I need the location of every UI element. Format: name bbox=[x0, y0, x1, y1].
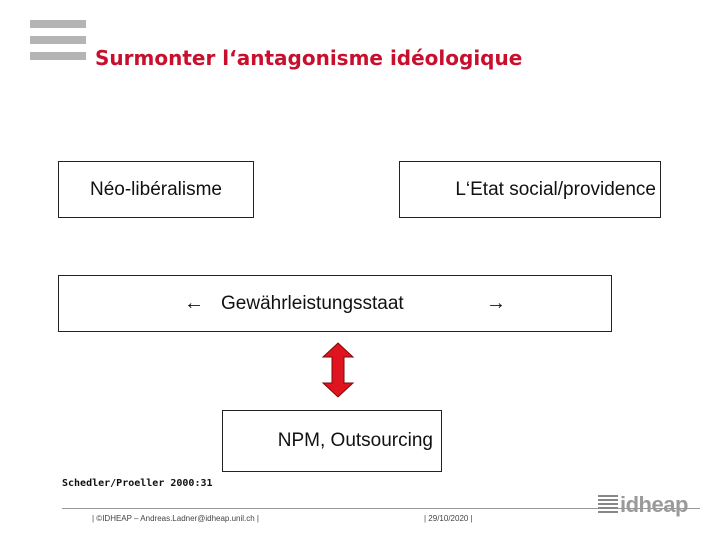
footer-date: | 29/10/2020 | bbox=[424, 514, 473, 523]
npm-outsourcing-label: NPM, Outsourcing bbox=[277, 430, 433, 451]
menu-bars-icon bbox=[30, 20, 86, 68]
guarantee-state-box bbox=[58, 275, 612, 332]
neoliberalism-box bbox=[58, 161, 254, 218]
idheap-logo bbox=[598, 492, 688, 518]
bar bbox=[30, 36, 86, 44]
logo-stripes-icon bbox=[598, 495, 618, 515]
slide-title: Surmonter l‘antagonisme idéologique bbox=[95, 46, 523, 70]
guarantee-state-label: Gewährleistungsstaat bbox=[221, 292, 404, 314]
bar bbox=[30, 20, 86, 28]
welfare-state-label: L‘Etat social/providence bbox=[455, 178, 656, 200]
source-citation: Schedler/Proeller 2000:31 bbox=[62, 478, 213, 489]
arrow-left-icon: ← bbox=[184, 292, 204, 314]
neoliberalism-label: Néo-libéralisme bbox=[90, 178, 222, 200]
footer-author: | ©IDHEAP – Andreas.Ladner@idheap.unil.ch | bbox=[92, 514, 260, 523]
welfare-state-box bbox=[399, 161, 661, 218]
double-headed-vertical-arrow-icon bbox=[320, 342, 356, 398]
logo-text: idheap bbox=[620, 492, 688, 517]
npm-outsourcing-box bbox=[222, 410, 442, 472]
arrow-right-icon: → bbox=[486, 292, 506, 314]
bar bbox=[30, 52, 86, 60]
